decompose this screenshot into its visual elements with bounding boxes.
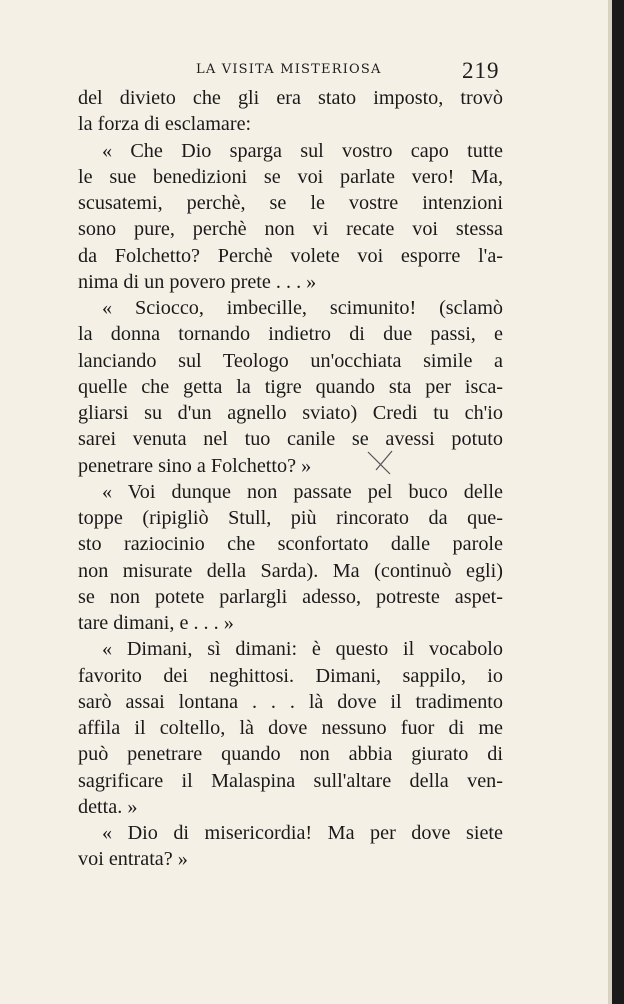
text-line: gliarsi su d'un agnello sviato) Credi tu ch'io [78, 402, 503, 424]
text-line: sagrificare il Malaspina sull'altare della ven- [78, 769, 503, 792]
text-line: voi entrata? » [78, 848, 188, 871]
text-line: non misurate della Sarda). Ma (continuò egli) [78, 559, 503, 582]
text-line: da Folchetto? Perchè volete voi esporre l'a- [78, 244, 503, 267]
text-line: nima di un povero prete . . . » [78, 270, 317, 293]
page-number: 219 [462, 58, 500, 83]
text-line: quelle che getta la tigre quando sta per isca- [78, 375, 503, 398]
text-line: detta. » [78, 795, 138, 818]
page-edge-shadow [612, 0, 624, 1004]
text-line: può penetrare quando non abbia giurato di [78, 743, 503, 766]
text-line: le sue benedizioni se voi parlate vero! Ma, [78, 165, 503, 188]
text-line: penetrare sino a Folchetto? » [78, 454, 312, 477]
text-line: « Sciocco, imbecille, scimunito! (sclamò [102, 297, 503, 319]
text-line: sarò assai lontana . . . là dove il tradimento [78, 690, 503, 713]
running-title: LA VISITA MISTERIOSA [196, 62, 382, 77]
text-line: lanciando sul Teologo un'occhiata simile a [78, 349, 503, 372]
text-line: toppe (ripigliò Stull, più rincorato da que- [78, 507, 503, 529]
text-line: tare dimani, e . . . » [78, 612, 234, 634]
text-line: « Voi dunque non passate pel buco delle [102, 480, 503, 503]
text-line: se non potete parlargli adesso, potreste aspet- [78, 585, 503, 608]
text-line: « Dimani, sì dimani: è questo il vocabolo [102, 638, 503, 661]
page-header [0, 58, 612, 88]
text-line: la donna tornando indietro di due passi, e [78, 323, 503, 346]
text-line: affila il coltello, là dove nessuno fuor di me [78, 717, 503, 739]
text-line: del divieto che gli era stato imposto, trovò [78, 87, 503, 109]
text-line: favorito dei neghittosi. Dimani, sappilo, io [78, 664, 503, 687]
text-line: scusatemi, perchè, se le vostre intenzioni [78, 192, 503, 214]
text-line: sarei venuta nel tuo canile se avessi potuto [78, 428, 503, 451]
text-line: sono pure, perchè non vi recate voi stessa [78, 218, 503, 241]
body-text [78, 85, 503, 873]
text-line: la forza di esclamare: [78, 113, 252, 136]
text-line: « Dio di misericordia! Ma per dove siete [102, 822, 503, 844]
text-line: « Che Dio sparga sul vostro capo tutte [102, 139, 503, 162]
pencil-cross-mark [362, 448, 402, 478]
text-line: sto raziocinio che sconfortato dalle parole [78, 533, 503, 556]
